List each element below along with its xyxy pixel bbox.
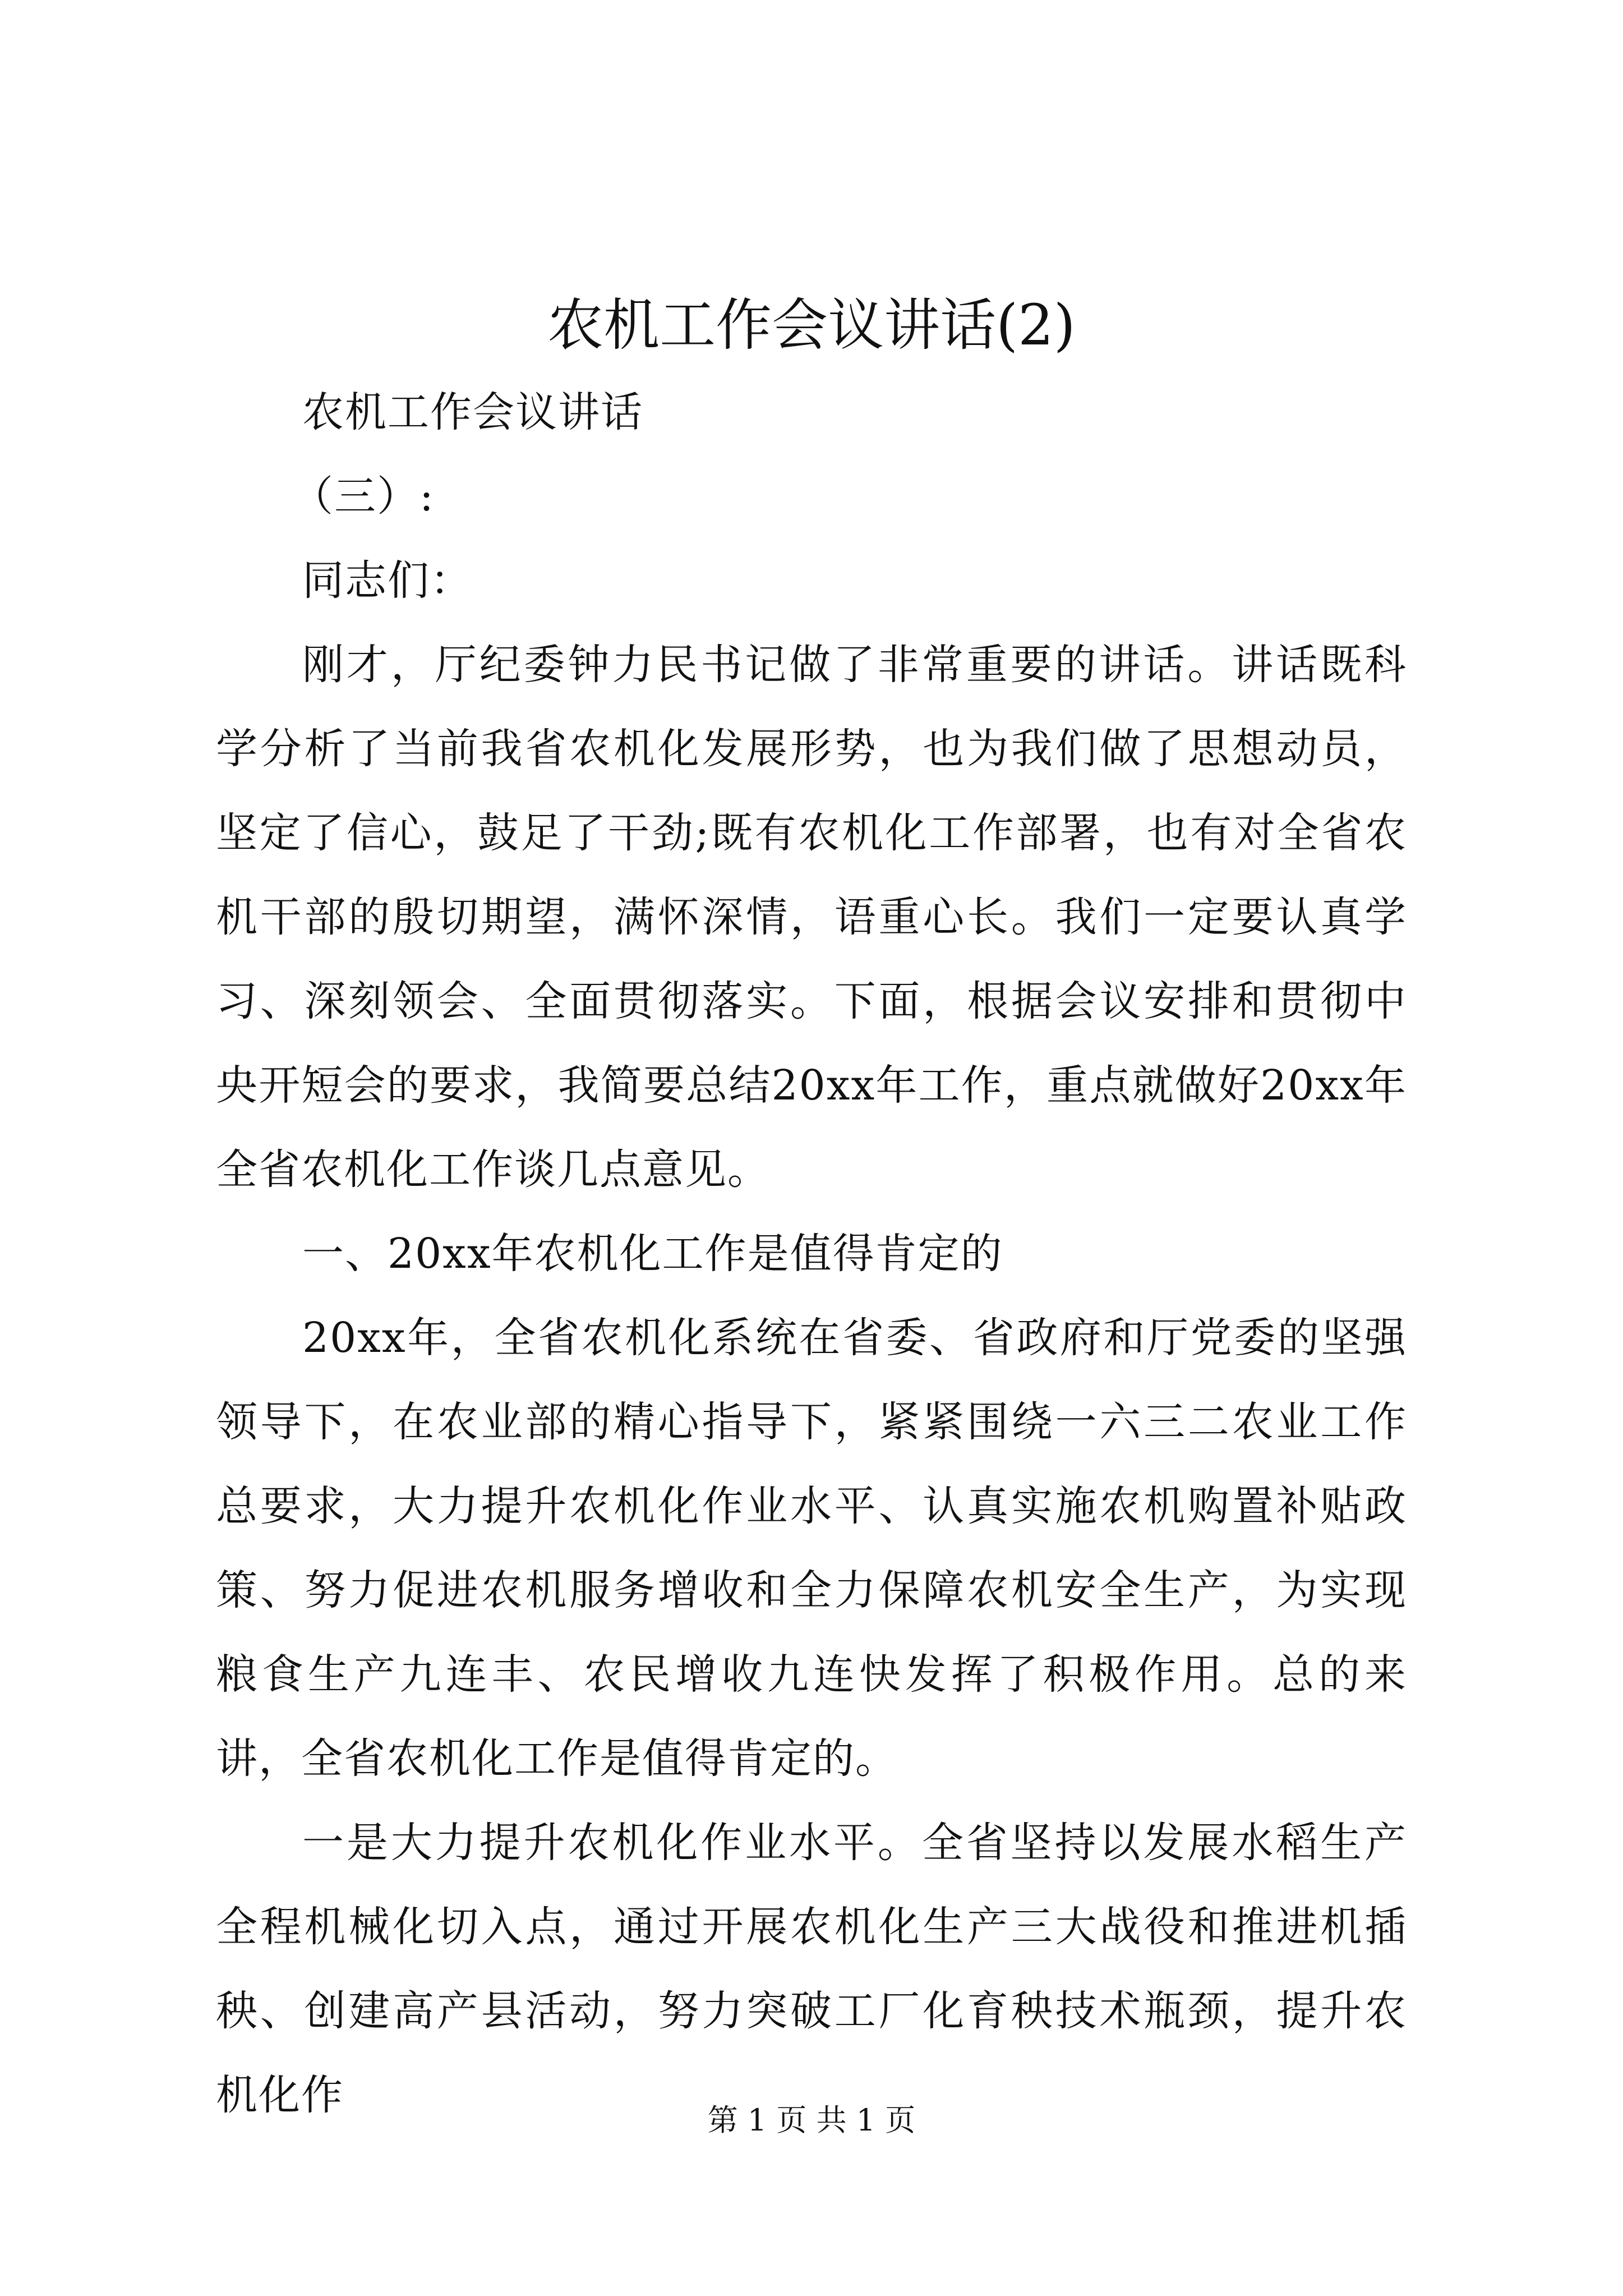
body-paragraph-1: 刚才，厅纪委钟力民书记做了非常重要的讲话。讲话既科学分析了当前我省农机化发展形势，也为我们做了思想动员，坚定了信心，鼓足了干劲;既有农机化工作部署，也有对全省农机干部的殷切期望，满怀深情，语重心长。我们一定要认真学习、深刻领会、全面贯彻落实。下面，根据会议安排和贯彻中央开短会的要求，我简要总结20xx年工作，重点就做好20xx年全省农机化工作谈几点意见。 [216, 641, 1407, 1194]
body-paragraph-2: 20xx年，全省农机化系统在省委、省政府和厅党委的坚强领导下，在农业部的精心指导下，紧紧围绕一六三二农业工作总要求，大力提升农机化作业水平、认真实施农机购置补贴政策、努力促进农机服务增收和全力保障农机安全生产，为实现粮食生产九连丰、农民增收九连快发挥了积极作用。总的来讲，全省农机化工作是值得肯定的。 [216, 1314, 1407, 1783]
section-marker: （三）: [292, 472, 435, 521]
salutation: 同志们： [302, 556, 473, 605]
body-paragraph-3: 一是大力提升农机化作业水平。全省坚持以发展水稻生产全程机械化切入点，通过开展农机化生产三大战役和推进机插秧、创建高产县活动，努力突破工厂化育秧技术瓶颈，提升农机化作 [216, 1819, 1407, 2119]
document-subtitle: 农机工作会议讲话 [302, 388, 643, 436]
document-title: 农机工作会议讲话(2) [547, 292, 1076, 358]
section-heading-1: 一、20xx年农机化工作是值得肯定的 [302, 1230, 1003, 1278]
page-footer: 第 1 页 共 1 页 [707, 2102, 916, 2138]
